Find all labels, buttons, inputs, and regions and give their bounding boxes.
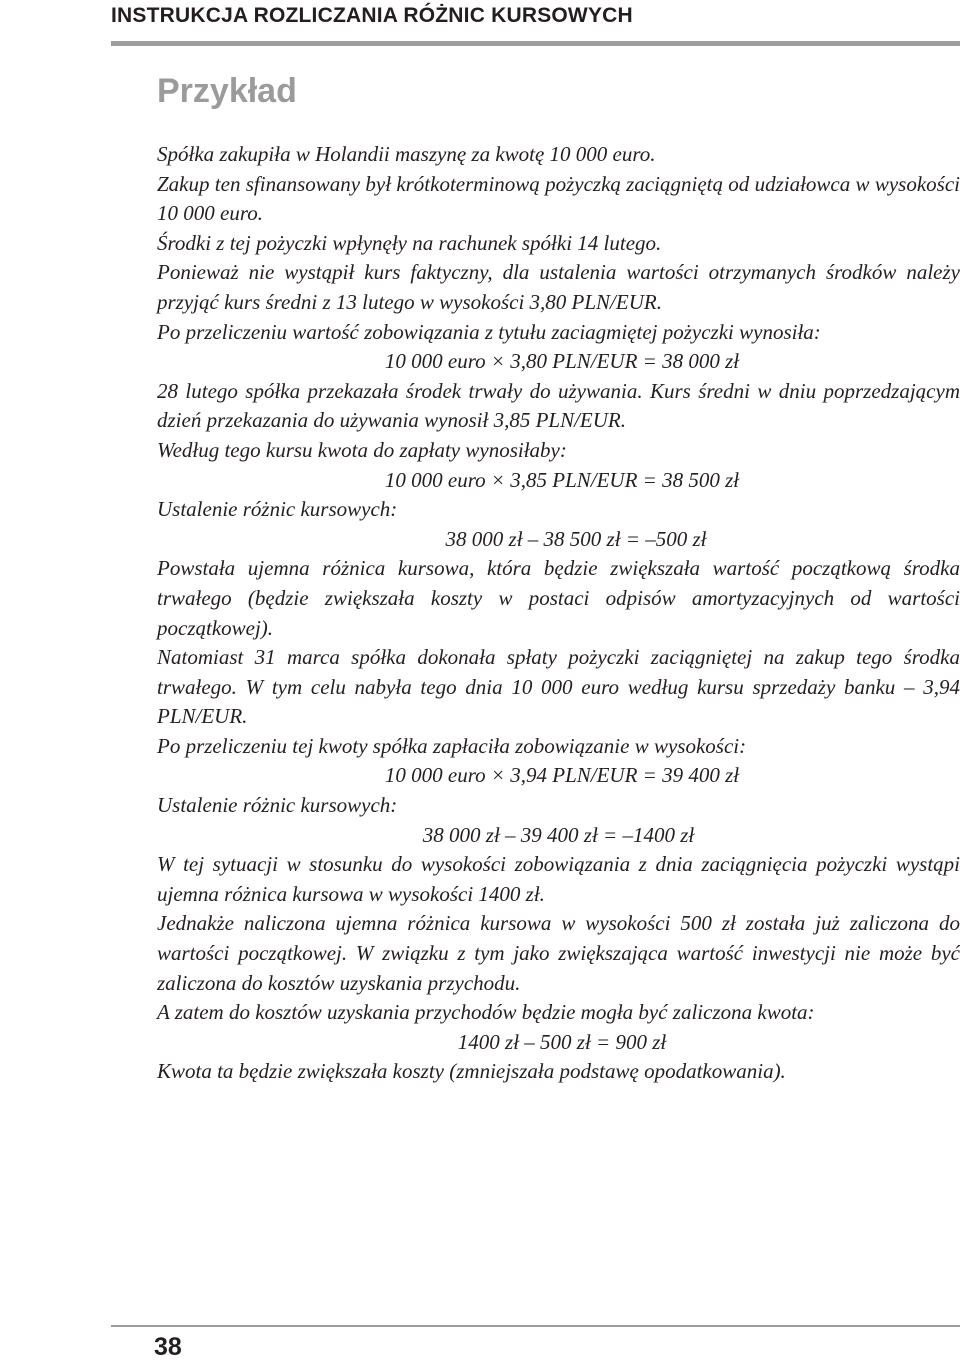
formula: 10 000 euro × 3,94 PLN/EUR = 39 400 zł [384, 763, 740, 788]
paragraph: Po przeliczeniu wartość zobowiązania z tytułu zaciagmiętej pożyczki wynosiła: [157, 319, 821, 344]
paragraph: Po przeliczeniu tej kwoty spółka zapłaciła zobowiązanie w wysokości: [157, 733, 747, 758]
formula: 1400 zł – 500 zł = 900 zł [457, 1029, 667, 1054]
paragraph: Kwota ta będzie zwiększała koszty (zmniejszała podstawę opodatkowania). [157, 1059, 786, 1084]
paragraph: Jednakże naliczona ujemna różnica kursowa w wysokości 500 zł została już zaliczona do wartości początkowej. W związku z tym jako zwiększająca wartość inwestycji nie może być zaliczona do kosztów uzyskania przychodu. [157, 911, 960, 995]
paragraph: Ustalenie różnic kursowych: [157, 793, 398, 818]
paragraph: Ponieważ nie wystąpił kurs faktyczny, dla ustalenia wartości otrzymanych środków należy przyjąć kurs średni z 13 lutego w wysokości 3,80 PLN/EUR. [157, 260, 960, 314]
formula: 38 000 zł – 38 500 zł = –500 zł [445, 526, 707, 551]
formula: 10 000 euro × 3,85 PLN/EUR = 38 500 zł [384, 467, 740, 492]
paragraph: 28 lutego spółka przekazała środek trwały do używania. Kurs średni w dniu poprzedzającym dzień przekazania do używania wynosił 3,85 PLN/EUR. [157, 378, 960, 433]
paragraph: Według tego kursu kwota do zapłaty wynosiłaby: [157, 437, 567, 462]
footer-rule [111, 1325, 960, 1327]
running-header-title: INSTRUKCJA ROZLICZANIA RÓŻNIC KURSOWYCH [111, 4, 633, 27]
formula: 38 000 zł – 39 400 zł = –1400 zł [422, 822, 695, 847]
paragraph: Zakup ten sfinansowany był krótkoterminową pożyczką zaciągniętą od udziałowca w wysokości 10 000 euro. [157, 171, 960, 226]
paragraph: W tej sytuacji w stosunku do wysokości zobowiązania z dnia zaciągnięcia pożyczki wystąpi ujemna różnica kursowa w wysokości 1400 zł. [157, 852, 960, 906]
paragraph: Powstała ujemna różnica kursowa, która będzie zwiększała wartość początkową środka trwałego (będzie zwiększała koszty w postaci odpisów amortyzacyjnych od wartości początkowej). [157, 556, 960, 640]
paragraph: Środki z tej pożyczki wpłynęły na rachunek spółki 14 lutego. [157, 230, 662, 255]
paragraph: Spółka zakupiła w Holandii maszynę za kwotę 10 000 euro. [157, 142, 656, 166]
section-title: Przykład [157, 72, 297, 110]
header-rule [111, 41, 960, 46]
paragraph: A zatem do kosztów uzyskania przychodów będzie mogła być zaliczona kwota: [157, 1000, 815, 1025]
page-number: 38 [154, 1333, 182, 1361]
formula: 10 000 euro × 3,80 PLN/EUR = 38 000 zł [384, 349, 740, 374]
paragraph: Ustalenie różnic kursowych: [157, 497, 398, 522]
paragraph: Natomiast 31 marca spółka dokonała spłaty pożyczki zaciągniętej na zakup tego środka trwałego. W tym celu nabyła tego dnia 10 000 euro według kursu sprzedaży banku – 3,94 PLN/EUR. [157, 645, 960, 729]
example-body [157, 140, 960, 1087]
